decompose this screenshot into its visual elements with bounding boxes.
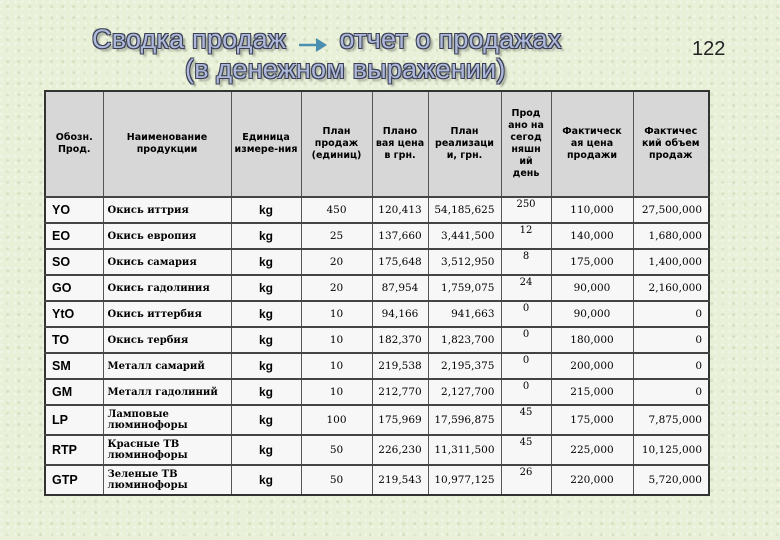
- col-header-sold: Прод ано на сегод няшн ий день: [501, 91, 551, 197]
- cell-fact-volume: 0: [633, 301, 709, 327]
- col-header-name: Наименование продукции: [103, 91, 231, 197]
- cell-fact-price: 175,000: [551, 405, 633, 435]
- cell-plan-revenue: 11,311,500: [428, 435, 501, 465]
- cell-fact-volume: 0: [633, 327, 709, 353]
- cell-fact-price: 110,000: [551, 197, 633, 223]
- table-row: [45, 465, 709, 495]
- col-header-plan-price: Плано вая цена в грн.: [372, 91, 428, 197]
- cell-plan-units: 10: [301, 379, 372, 405]
- table-row: [45, 405, 709, 435]
- cell-unit: kg: [231, 223, 301, 249]
- cell-plan-price: 212,770: [372, 379, 428, 405]
- title-line-2: (в денежном выражении): [185, 54, 506, 84]
- cell-fact-price: 200,000: [551, 353, 633, 379]
- cell-fact-price: 90,000: [551, 275, 633, 301]
- cell-sold: 0: [501, 327, 551, 353]
- cell-plan-revenue: 2,127,700: [428, 379, 501, 405]
- cell-unit: kg: [231, 301, 301, 327]
- cell-plan-units: 25: [301, 223, 372, 249]
- cell-plan-units: 100: [301, 405, 372, 435]
- cell-fact-volume: 0: [633, 379, 709, 405]
- cell-plan-price: 226,230: [372, 435, 428, 465]
- cell-name: Окись иттербия: [103, 301, 231, 327]
- cell-plan-price: 182,370: [372, 327, 428, 353]
- cell-name: Окись иттрия: [103, 197, 231, 223]
- cell-code: EO: [45, 223, 103, 249]
- page-number: 122: [692, 38, 726, 60]
- cell-code: GTP: [45, 465, 103, 495]
- cell-plan-units: 50: [301, 435, 372, 465]
- cell-code: TO: [45, 327, 103, 353]
- cell-fact-volume: 1,680,000: [633, 223, 709, 249]
- cell-name: Металл самарий: [103, 353, 231, 379]
- cell-unit: kg: [231, 379, 301, 405]
- cell-code: GM: [45, 379, 103, 405]
- cell-fact-volume: 1,400,000: [633, 249, 709, 275]
- cell-plan-revenue: 1,759,075: [428, 275, 501, 301]
- cell-name: Окись тербия: [103, 327, 231, 353]
- cell-unit: kg: [231, 405, 301, 435]
- cell-fact-price: 175,000: [551, 249, 633, 275]
- col-header-fact-volume: Фактичес кий объем продаж: [633, 91, 709, 197]
- table-row: [45, 301, 709, 327]
- cell-plan-units: 10: [301, 353, 372, 379]
- cell-code: SM: [45, 353, 103, 379]
- cell-plan-units: 20: [301, 275, 372, 301]
- cell-code: GO: [45, 275, 103, 301]
- cell-unit: kg: [231, 249, 301, 275]
- col-header-code: Обозн. Прод.: [45, 91, 103, 197]
- cell-code: LP: [45, 405, 103, 435]
- col-header-fact-price: Фактическ ая цена продажи: [551, 91, 633, 197]
- cell-plan-revenue: 3,441,500: [428, 223, 501, 249]
- cell-plan-price: 219,543: [372, 465, 428, 495]
- table-row: [45, 275, 709, 301]
- cell-plan-revenue: 1,823,700: [428, 327, 501, 353]
- cell-unit: kg: [231, 197, 301, 223]
- cell-sold: 45: [501, 405, 551, 435]
- cell-plan-revenue: 2,195,375: [428, 353, 501, 379]
- cell-plan-price: 175,648: [372, 249, 428, 275]
- cell-plan-price: 137,660: [372, 223, 428, 249]
- cell-sold: 0: [501, 379, 551, 405]
- cell-fact-price: 140,000: [551, 223, 633, 249]
- col-header-unit: Единица измере-ния: [231, 91, 301, 197]
- table-row: [45, 435, 709, 465]
- cell-unit: kg: [231, 353, 301, 379]
- cell-fact-volume: 10,125,000: [633, 435, 709, 465]
- cell-plan-revenue: 941,663: [428, 301, 501, 327]
- table-row: [45, 353, 709, 379]
- cell-plan-price: 87,954: [372, 275, 428, 301]
- cell-fact-price: 220,000: [551, 465, 633, 495]
- col-header-plan-revenue: План реализаци и, грн.: [428, 91, 501, 197]
- cell-name: Металл гадолиний: [103, 379, 231, 405]
- cell-sold: 12: [501, 223, 551, 249]
- cell-fact-volume: 7,875,000: [633, 405, 709, 435]
- cell-fact-volume: 5,720,000: [633, 465, 709, 495]
- cell-sold: 8: [501, 249, 551, 275]
- cell-fact-price: 225,000: [551, 435, 633, 465]
- title-part-1: Сводка продаж: [92, 24, 287, 54]
- cell-plan-revenue: 17,596,875: [428, 405, 501, 435]
- cell-name: Ламповые люминофоры: [103, 405, 231, 435]
- sales-summary-table: [44, 90, 710, 496]
- cell-unit: kg: [231, 275, 301, 301]
- table-row: [45, 379, 709, 405]
- cell-sold: 0: [501, 301, 551, 327]
- cell-sold: 26: [501, 465, 551, 495]
- cell-fact-volume: 0: [633, 353, 709, 379]
- cell-name: Зеленые ТВ люминофоры: [103, 465, 231, 495]
- title-part-2: отчет о продажах: [339, 24, 562, 54]
- right-arrow-icon: [298, 31, 328, 51]
- cell-plan-units: 20: [301, 249, 372, 275]
- cell-fact-price: 90,000: [551, 301, 633, 327]
- cell-name: Окись европия: [103, 223, 231, 249]
- cell-code: RTP: [45, 435, 103, 465]
- cell-plan-price: 219,538: [372, 353, 428, 379]
- cell-plan-units: 450: [301, 197, 372, 223]
- cell-sold: 0: [501, 353, 551, 379]
- cell-fact-price: 180,000: [551, 327, 633, 353]
- cell-name: Окись самария: [103, 249, 231, 275]
- cell-code: YtO: [45, 301, 103, 327]
- cell-code: SO: [45, 249, 103, 275]
- cell-plan-price: 120,413: [372, 197, 428, 223]
- table-row: [45, 223, 709, 249]
- cell-name: Красные ТВ люминофоры: [103, 435, 231, 465]
- table-header-row: [45, 91, 709, 197]
- title-line-1: [92, 24, 562, 55]
- cell-fact-price: 215,000: [551, 379, 633, 405]
- cell-sold: 24: [501, 275, 551, 301]
- table-row: [45, 197, 709, 223]
- cell-sold: 45: [501, 435, 551, 465]
- cell-plan-price: 94,166: [372, 301, 428, 327]
- cell-fact-volume: 27,500,000: [633, 197, 709, 223]
- cell-plan-units: 50: [301, 465, 372, 495]
- cell-unit: kg: [231, 435, 301, 465]
- cell-code: YO: [45, 197, 103, 223]
- cell-plan-revenue: 3,512,950: [428, 249, 501, 275]
- cell-plan-price: 175,969: [372, 405, 428, 435]
- cell-plan-units: 10: [301, 301, 372, 327]
- cell-sold: 250: [501, 197, 551, 223]
- col-header-plan-units: План продаж (единиц): [301, 91, 372, 197]
- cell-plan-revenue: 54,185,625: [428, 197, 501, 223]
- table-row: [45, 327, 709, 353]
- cell-plan-revenue: 10,977,125: [428, 465, 501, 495]
- cell-name: Окись гадолиния: [103, 275, 231, 301]
- table-row: [45, 249, 709, 275]
- cell-unit: kg: [231, 327, 301, 353]
- cell-unit: kg: [231, 465, 301, 495]
- cell-fact-volume: 2,160,000: [633, 275, 709, 301]
- cell-plan-units: 10: [301, 327, 372, 353]
